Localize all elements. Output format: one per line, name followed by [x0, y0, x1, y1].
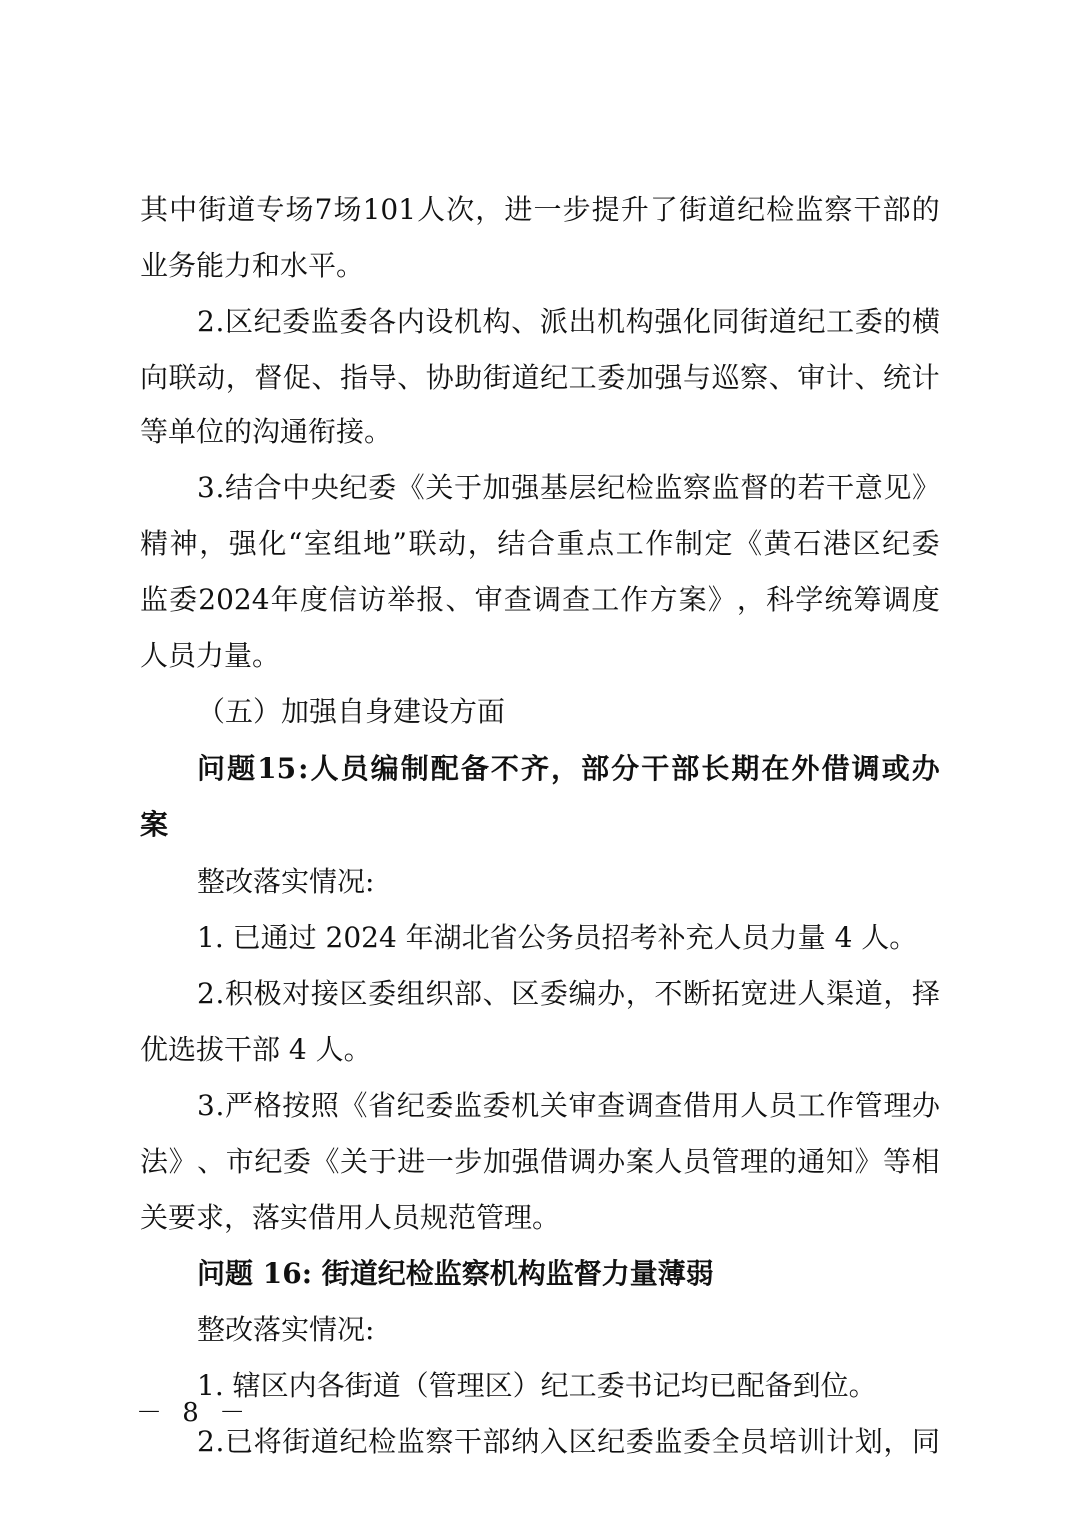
text-line: 其 中 街 道 专 场 7 场 101 人 次 ， 进 一 步 提 升 了 街 道 纪 检 监 察 干 部 的 [140, 193, 940, 226]
problem-heading-line: 问题 16: 街道纪检监察机构监督力量薄弱 [197, 1257, 714, 1290]
text-line: 优选拔干部 4 人。 [140, 1033, 372, 1066]
text-line: 3 . 结 合 中 央 纪 委 《 关 于 加 强 基 层 纪 检 监 察 监 督 的 若 干 意 见 》 [197, 471, 940, 504]
text-line: 整改落实情况: [197, 1313, 375, 1346]
text-line: 法 》 、 市 纪 委 《 关 于 进 一 步 加 强 借 调 办 案 人 员 管 理 的 通 知 》 等 相 [140, 1145, 940, 1178]
text-line: 2 . 已 将 街 道 纪 检 监 察 干 部 纳 入 区 纪 委 监 委 全 员 培 训 计 划 ， 同 [197, 1425, 940, 1458]
problem-heading-line: 问 题 15 : 人 员 编 制 配 备 不 齐 ， 部 分 干 部 长 期 在 外 借 调 或 办 [197, 752, 940, 785]
text-line: 2 . 区 纪 委 监 委 各 内 设 机 构 、 派 出 机 构 强 化 同 街 道 纪 工 委 的 横 [197, 305, 940, 338]
text-line: 业务能力和水平。 [140, 249, 365, 282]
text-line: 精 神 ， 强 化 “ 室 组 地 ” 联 动 ， 结 合 重 点 工 作 制 定 《 黄 石 港 区 纪 委 [140, 527, 940, 560]
text-line: （五）加强自身建设方面 [197, 695, 506, 728]
text-line: 监 委 2024 年 度 信 访 举 报 、 审 查 调 查 工 作 方 案 》 ， 科 学 统 筹 调 度 [140, 583, 940, 616]
text-line: 1. 已通过 2024 年湖北省公务员招考补充人员力量 4 人。 [197, 921, 918, 954]
text-line: 等单位的沟通衔接。 [140, 415, 393, 448]
page-number: － 8 － [136, 1398, 252, 1428]
text-line: 人员力量。 [140, 639, 281, 672]
text-line: 关要求，落实借用人员规范管理。 [140, 1201, 561, 1234]
text-line: 2 . 积 极 对 接 区 委 组 织 部 、 区 委 编 办 ， 不 断 拓 宽 进 人 渠 道 ， 择 [197, 977, 940, 1010]
text-line: 3 . 严 格 按 照 《 省 纪 委 监 委 机 关 审 查 调 查 借 用 人 员 工 作 管 理 办 [197, 1089, 940, 1122]
problem-heading-line: 案 [140, 808, 169, 841]
text-line: 向 联 动 ， 督 促 、 指 导 、 协 助 街 道 纪 工 委 加 强 与 巡 察 、 审 计 、 统 计 [140, 361, 940, 394]
text-line: 整改落实情况: [197, 865, 375, 898]
text-line: 1. 辖区内各街道（管理区）纪工委书记均已配备到位。 [197, 1369, 877, 1402]
